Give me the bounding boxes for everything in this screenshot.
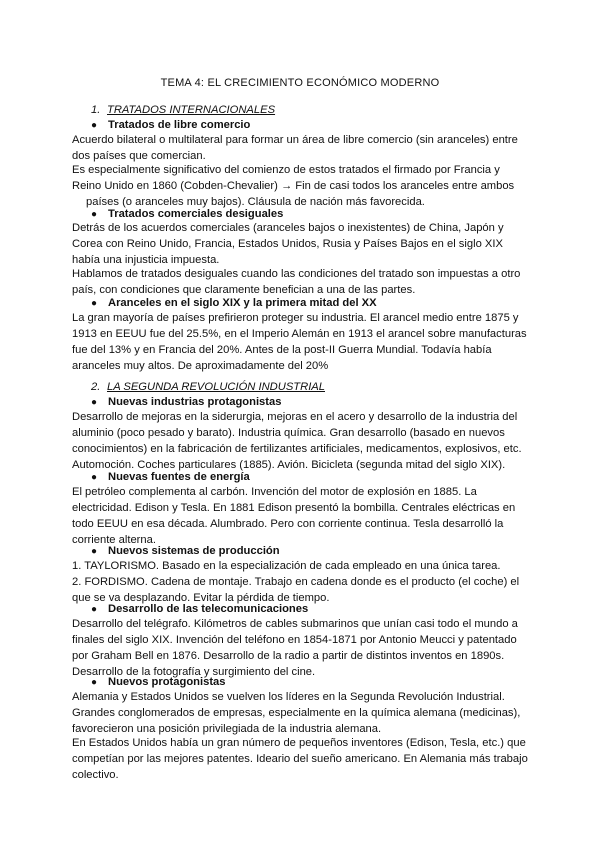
paragraph: En Estados Unidos había un gran número de pequeños inventores (Edison, Tesla, etc.) que competían por las mejores patentes. Ideario del sueño americano. En Alemania más trabajo colectivo. [72,737,528,781]
subsection-heading: ● Nuevas fuentes de energía [91,471,250,483]
paragraph: Acuerdo bilateral o multilateral para formar un área de libre comercio (sin aranceles) entre dos países que comercian. [72,134,518,162]
bullet-icon: ● [91,546,98,557]
subsection-heading: ● Aranceles en el siglo XIX y la primera mitad del XX [91,297,377,309]
paragraph: Es especialmente significativo del comienzo de estos tratados el firmado por Francia y Reino Unido en 1860 (Cobden-Chevalier) → Fin de casi todos los aranceles entre ambos países (o aranceles muy bajos). Cláusula de nación más favorecida. [72,164,515,208]
subsection-heading: ● Nuevos sistemas de producción [91,545,280,557]
bullet-icon: ● [91,677,98,688]
section-1-heading [91,103,275,117]
paragraph: 1. TAYLORISMO. Basado en la especialización de cada empleado en una única tarea. 2. FORDISMO. Cadena de montaje. Trabajo en cadena donde es el producto (el coche) el que se va desplazando. Evitar la pérdida de tiempo. [72,560,520,604]
subsection-heading: ● Tratados de libre comercio [91,119,251,131]
section-number: 1. [91,104,101,116]
bullet-icon: ● [91,397,98,408]
paragraph: La gran mayoría de países prefirieron proteger su industria. El arancel medio entre 1875 y 1913 en EEUU fue del 25.5%, en el Imperio Alemán en 1913 el arancel sobre manufacturas fue del 13% y en Francia del 20%. Antes de la post-II Guerra Mundial. Todavía había aranceles muy altos. De aproximadamente del 20% [72,312,527,372]
paragraph: Detrás de los acuerdos comerciales (aranceles bajos o inexistentes) de China, Japón y Corea con Reino Unido, Francia, Estados Unidos, Rusia y Países Bajos en el siglo XIX había una injusticia impuesta. [72,222,504,266]
document-title: TEMA 4: EL CRECIMIENTO ECONÓMICO MODERNO [160,77,440,89]
section-2-heading [91,380,325,394]
subsection-heading: ● Desarrollo de las telecomunicaciones [91,603,309,615]
section-title: LA SEGUNDA REVOLUCIÓN INDUSTRIAL [107,381,325,393]
paragraph: Desarrollo del telégrafo. Kilómetros de cables submarinos que unían casi todo el mundo a finales del siglo XIX. Invención del teléfono en 1854-1871 por Antonio Meucci y patentado por Graham Bell en 1876. Desarrollo de la radio a partir de distintos inventos en 1890s. Desarrollo de la fotografía y surgimiento del cine. [72,618,518,678]
bullet-icon: ● [91,472,98,483]
bullet-icon: ● [91,120,98,131]
section-title: TRATADOS INTERNACIONALES [107,104,276,116]
bullet-icon: ● [91,298,98,309]
bullet-icon: ● [91,604,98,615]
paragraph: El petróleo complementa al carbón. Invención del motor de explosión en 1885. La electricidad. Edison y Tesla. En 1881 Edison presentó la bombilla. Centrales eléctricas en todo EEUU en esa década. Alumbrado. Pero con corriente continua. Tesla desarrolló la corriente alterna. [72,486,516,546]
section-number: 2. [91,381,101,393]
subsection-heading: ● Nuevas industrias protagonistas [91,396,282,408]
paragraph: Hablamos de tratados desiguales cuando las condiciones del tratado son impuestas a otro país, con condiciones que claramente benefician a una de las partes. [72,268,521,296]
subsection-heading: ● Nuevos protagonistas [91,676,226,688]
paragraph: Desarrollo de mejoras en la siderurgia, mejoras en el acero y desarrollo de la industria del aluminio (poco pesado y barato). Industria química. Gran desarrollo (basado en nuevos conocimientos) en la fabricación de fertilizantes artificiales, medicamentos, explosivos, etc. Automoción. Coches particulares (1885). Avión. Bicicleta (segunda mitad del siglo XIX). [72,411,522,471]
paragraph: Alemania y Estados Unidos se vuelven los líderes en la Segunda Revolución Industrial. Grandes conglomerados de empresas, especialmente en la química alemana (medicinas), favorecieron una posición privilegiada de la industria alemana. [72,691,521,735]
subsection-heading: ● Tratados comerciales desiguales [91,208,284,220]
bullet-icon: ● [91,209,98,220]
